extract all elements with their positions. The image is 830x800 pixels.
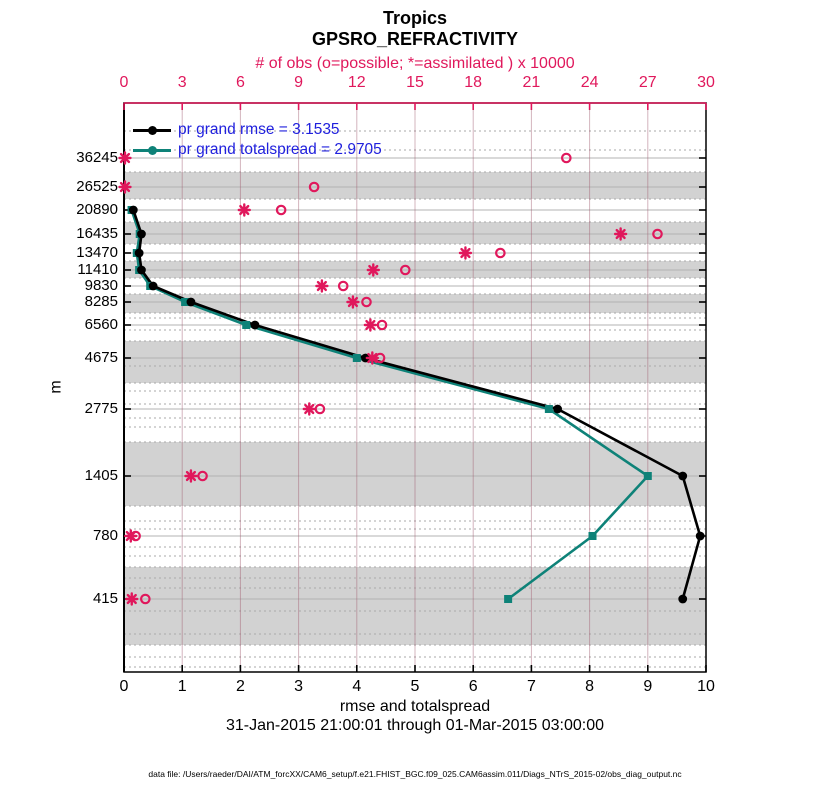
top-tick-label: 6 [235,74,245,91]
bottom-tick-label: 0 [119,678,129,695]
rmse-marker [187,298,196,307]
bottom-tick-label: 7 [526,678,536,695]
top-tick-label: 15 [406,74,424,91]
assimilated-obs-marker [119,153,130,164]
bottom-tick-label: 3 [294,678,304,695]
y-tick-label: 26525 [76,178,118,195]
rmse-line-swatch [133,120,171,140]
data-file-path: data file: /Users/raeder/DAI/ATM_forcXX/CAM6_setup/f.e21.FHIST_BGC.f09_025.CAM6assim.011/Diags_NTrS_2015-02/obs_diag_output.nc [148,769,682,779]
legend-item-totalspread [133,140,382,160]
top-tick-label: 12 [347,74,366,91]
rmse-marker [678,472,687,481]
assimilated-obs-marker [460,248,471,259]
assimilated-obs-marker [368,265,379,276]
assimilated-obs-marker [316,281,327,292]
chart-title: Tropics [382,8,448,28]
top-tick-label: 0 [119,74,129,91]
totalspread-marker [545,405,553,413]
rmse-marker [137,230,146,239]
assimilated-obs-marker [367,353,378,364]
rmse-marker [678,595,687,604]
rmse-marker [251,321,260,330]
bottom-tick-label: 10 [697,678,715,695]
assimilated-obs-marker [304,404,315,415]
top-tick-label: 9 [294,74,304,91]
top-tick-label: 27 [638,74,657,91]
y-tick-label: 16435 [76,225,118,242]
rmse-marker [696,532,705,541]
legend-label-rmse: pr grand rmse = 3.1535 [178,121,340,138]
y-tick-label: 20890 [76,201,118,218]
plot-area [124,103,706,672]
bottom-tick-label: 1 [177,678,187,695]
rmse-marker [553,405,562,414]
top-tick-label: 3 [177,74,187,91]
assimilated-obs-marker [347,297,358,308]
rmse-marker [135,249,144,258]
y-tick-label: 36245 [76,149,118,166]
plot-svg [124,103,706,672]
y-tick-label: 13470 [76,244,118,261]
totalspread-marker [242,321,250,329]
assimilated-obs-marker [125,531,136,542]
assimilated-obs-marker [126,594,137,605]
y-tick-label: 780 [92,527,118,544]
y-tick-label: 1405 [84,467,118,484]
top-axis-label: # of obs (o=possible; *=assimilated ) x 10000 [255,55,575,72]
rmse-marker [129,206,138,215]
rmse-marker [149,282,158,291]
assimilated-obs-marker [239,205,250,216]
y-tick-label: 2775 [84,400,118,417]
totalspread-marker [589,532,597,540]
rmse-marker [137,266,146,275]
top-tick-label: 30 [697,74,715,91]
top-tick-label: 18 [464,74,483,91]
bottom-tick-label: 9 [643,678,653,695]
y-tick-label: 8285 [84,293,118,310]
y-tick-label: 11410 [77,261,118,278]
assimilated-obs-marker [185,471,196,482]
y-tick-label: 415 [92,590,118,607]
top-tick-label: 21 [522,74,541,91]
legend [133,120,382,160]
totalspread-line-swatch [133,140,171,160]
y-axis-label: m [47,380,65,394]
totalspread-marker [504,595,512,603]
y-tick-label: 4675 [84,349,118,366]
totalspread-marker [644,472,652,480]
y-tick-label: 9830 [84,277,118,294]
legend-label-totalspread: pr grand totalspread = 2.9705 [178,141,382,158]
bottom-tick-label: 8 [585,678,595,695]
bottom-tick-label: 4 [352,678,362,695]
assimilated-obs-marker [615,229,626,240]
bottom-axis-label: rmse and totalspread [339,698,491,715]
bottom-tick-label: 5 [410,678,420,695]
date-range: 31-Jan-2015 21:00:01 through 01-Mar-2015 03:00:00 [225,717,605,734]
totalspread-marker [353,354,361,362]
bottom-tick-label: 6 [468,678,478,695]
top-tick-label: 24 [580,74,599,91]
assimilated-obs-marker [365,320,376,331]
y-tick-label: 6560 [84,316,118,333]
legend-item-rmse [133,120,382,140]
chart-subtitle: GPSRO_REFRACTIVITY [311,29,519,49]
bottom-tick-label: 2 [235,678,245,695]
assimilated-obs-marker [119,182,130,193]
